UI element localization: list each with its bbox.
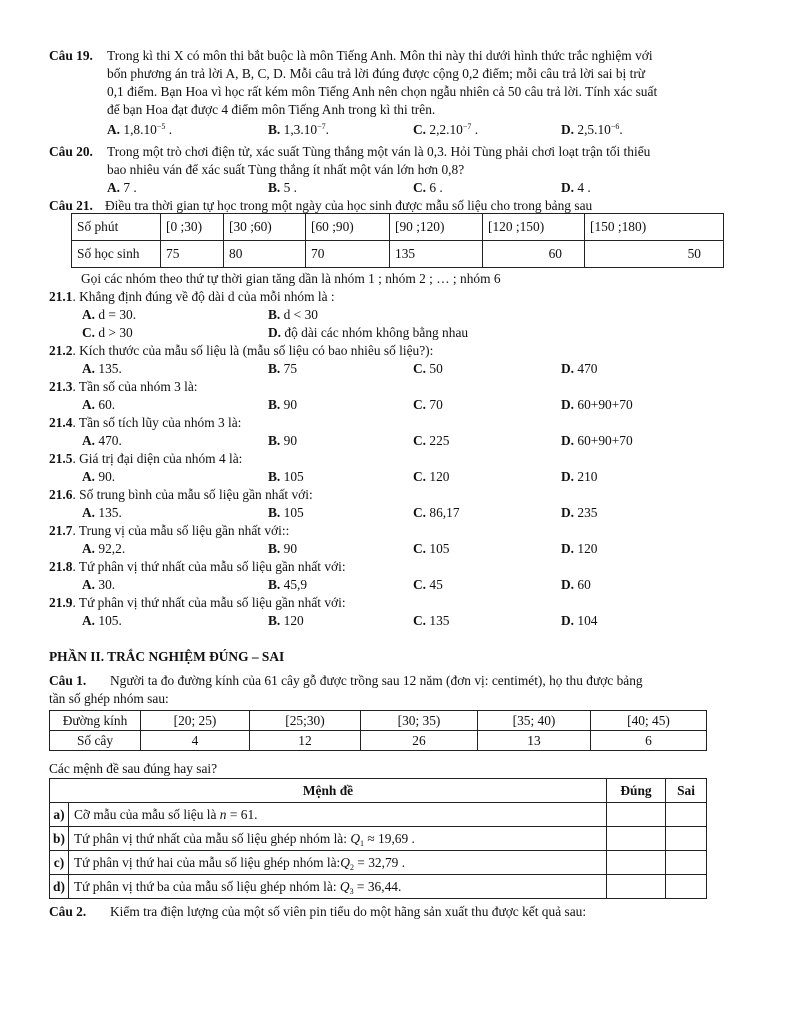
question-20-text-line: Trong một trò chơi điện tử, xác suất Tùng thắng một ván là 0,3. Hỏi Tùng phải chơi loạt trận tối thiểu <box>107 144 651 159</box>
question-20-option-a: A. 7 . <box>107 180 137 195</box>
subquestion-21-4: 21.4. Tần số tích lũy của nhóm 3 là: <box>49 415 242 430</box>
statement-header: Mệnh đề <box>50 779 607 803</box>
question-19-option-b: B. $1,3.10^{-7}$. <box>268 122 329 137</box>
table-cell: 80 <box>224 241 306 268</box>
option: B. 45,9 <box>268 577 308 592</box>
part2-question-1-label: Câu 1. <box>49 673 87 688</box>
option: D. độ dài các nhóm không bằng nhau <box>268 325 469 340</box>
option: A. 135. <box>82 505 122 520</box>
option: D. 120 <box>561 541 598 556</box>
table-cell: Số cây <box>50 731 141 751</box>
table-cell: Số phút <box>72 214 161 241</box>
question-21-text: Điều tra thời gian tự học trong một ngày của học sinh được mẫu số liệu cho trong bảng sau <box>105 198 593 213</box>
option: C. 225 <box>413 433 450 448</box>
option: D. 470 <box>561 361 598 376</box>
question-20-text-line: bao nhiêu ván để xác suất Tùng thắng ít nhất một ván lớn hơn 0,8? <box>107 162 465 177</box>
question-20-option-b: B. 5 . <box>268 180 298 195</box>
option: B. 105 <box>268 469 304 484</box>
option: C. 50 <box>413 361 443 376</box>
option: C. 86,17 <box>413 505 460 520</box>
table-cell: [60 ;90) <box>306 214 390 241</box>
question-21-label: Câu 21. <box>49 198 93 213</box>
table-row <box>72 241 724 268</box>
question-19-text-line: bốn phương án trả lời A, B, C, D. Mỗi câu trả lời đúng được cộng 0,2 điểm; mỗi câu trả lời sai bị trừ <box>107 66 646 81</box>
item-letter: c) <box>50 851 69 875</box>
table-cell: [20; 25) <box>141 711 250 731</box>
true-false-table <box>49 778 707 899</box>
true-checkbox[interactable] <box>607 827 666 851</box>
question-19-text-line: 0,1 điểm. Bạn Hoa vì học rất kém môn Tiếng Anh nên chọn ngẫu nhiên cả 50 câu trả lời. Tính xác suất <box>107 84 658 99</box>
option: B. 105 <box>268 505 304 520</box>
option: A. 470. <box>82 433 122 448</box>
option: D. 210 <box>561 469 598 484</box>
option: B. 90 <box>268 541 298 556</box>
table-row <box>50 803 707 827</box>
option: D. 60 <box>561 577 591 592</box>
question-20-option-d: D. 4 . <box>561 180 591 195</box>
option: C. 120 <box>413 469 450 484</box>
true-false-prompt: Các mệnh đề sau đúng hay sai? <box>49 761 218 776</box>
table-cell: [35; 40) <box>478 711 591 731</box>
option: D. 104 <box>561 613 598 628</box>
table-row <box>50 851 707 875</box>
true-checkbox[interactable] <box>607 851 666 875</box>
subquestion-21-5: 21.5. Giá trị đại diện của nhóm 4 là: <box>49 451 243 466</box>
statement-text: Tứ phân vị thứ hai của mẫu số liệu ghép nhóm $là:Q_2 = 32,79$ . <box>69 851 607 875</box>
question-19-text-line: Trong kì thi X có môn thi bắt buộc là môn Tiếng Anh. Môn thi này thi dưới hình thức trắc nghiệm với <box>107 48 653 63</box>
item-letter: d) <box>50 875 69 899</box>
table-cell: 50 <box>585 241 724 268</box>
question-19-label: Câu 19. <box>49 48 93 63</box>
table-cell: 4 <box>141 731 250 751</box>
question-21-note: Gọi các nhóm theo thứ tự thời gian tăng dần là nhóm 1 ; nhóm 2 ; … ; nhóm 6 <box>81 271 501 286</box>
table-cell: [0 ;30) <box>161 214 224 241</box>
table-cell: 75 <box>161 241 224 268</box>
diameter-frequency-table <box>49 710 707 751</box>
table-header-row <box>50 779 707 803</box>
item-letter: a) <box>50 803 69 827</box>
option: B. 75 <box>268 361 298 376</box>
subquestion-21-1: 21.1. Khẳng định đúng về độ dài d của mỗi nhóm là : <box>49 289 335 304</box>
option: B. d < 30 <box>268 307 318 322</box>
statement-text: Tứ phân vị thứ ba của mẫu số liệu ghép nhóm là: $Q_3 = 36,44$. <box>69 875 607 899</box>
statement-text: Tứ phân vị thứ nhất của mẫu số liệu ghép nhóm là: $Q_1 \approx 19,69$ . <box>69 827 607 851</box>
option: C. 105 <box>413 541 450 556</box>
section-heading: PHẦN II. TRẮC NGHIỆM ĐÚNG – SAI <box>49 649 285 664</box>
question-19-option-a: A. $1,8.10^{-5}$ . <box>107 122 173 137</box>
item-letter: b) <box>50 827 69 851</box>
option: A. 92,2. <box>82 541 126 556</box>
option: A. 90. <box>82 469 116 484</box>
part2-question-2-label: Câu 2. <box>49 904 87 919</box>
table-row <box>50 827 707 851</box>
table-row <box>50 875 707 899</box>
question-20-label: Câu 20. <box>49 144 93 159</box>
option: A. 135. <box>82 361 122 376</box>
option: C. 70 <box>413 397 443 412</box>
true-header: Đúng <box>607 779 666 803</box>
table-cell: [150 ;180) <box>585 214 724 241</box>
part2-question-1-text: Người ta đo đường kính của 61 cây gỗ được trồng sau 12 năm (đơn vị: centimét), họ thu được bảng <box>110 673 643 688</box>
false-checkbox[interactable] <box>666 803 707 827</box>
false-header: Sai <box>666 779 707 803</box>
table-cell: Số học sinh <box>72 241 161 268</box>
table-cell: 12 <box>250 731 361 751</box>
subquestion-21-8: 21.8. Tứ phân vị thứ nhất của mẫu số liệu gần nhất với: <box>49 559 346 574</box>
question-19-text-line: để bạn Hoa đạt được 4 điểm môn Tiếng Anh trong kì thi trên. <box>107 102 436 117</box>
option: C. 135 <box>413 613 450 628</box>
option: C. d > 30 <box>82 325 133 340</box>
table-row <box>72 214 724 241</box>
option: A. 105. <box>82 613 122 628</box>
table-cell: [90 ;120) <box>390 214 483 241</box>
false-checkbox[interactable] <box>666 827 707 851</box>
option: D. 235 <box>561 505 598 520</box>
option: A. d = 30. <box>82 307 137 322</box>
part2-question-1-text: tần số ghép nhóm sau: <box>49 691 169 706</box>
table-cell: [25;30) <box>250 711 361 731</box>
option: A. 60. <box>82 397 116 412</box>
option: D. 60+90+70 <box>561 397 633 412</box>
option: B. 120 <box>268 613 304 628</box>
table-row <box>50 731 707 751</box>
option: A. 30. <box>82 577 116 592</box>
subquestion-21-3: 21.3. Tần số của nhóm 3 là: <box>49 379 198 394</box>
option: D. 60+90+70 <box>561 433 633 448</box>
table-cell: [120 ;150) <box>483 214 585 241</box>
question-19-option-c: C. $2,2.10^{-7}$ . <box>413 122 479 137</box>
table-cell: 26 <box>361 731 478 751</box>
table-cell: 135 <box>390 241 483 268</box>
table-cell: [30; 35) <box>361 711 478 731</box>
part2-question-2-text: Kiểm tra điện lượng của một số viên pin tiểu do một hãng sản xuất thu được kết quả sau: <box>110 904 587 919</box>
table-cell: [40; 45) <box>591 711 707 731</box>
table-cell: 60 <box>483 241 585 268</box>
subquestion-21-7: 21.7. Trung vị của mẫu số liệu gần nhất với:: <box>49 523 290 538</box>
false-checkbox[interactable] <box>666 851 707 875</box>
true-checkbox[interactable] <box>607 875 666 899</box>
table-cell: 70 <box>306 241 390 268</box>
table-cell: Đường kính <box>50 711 141 731</box>
false-checkbox[interactable] <box>666 875 707 899</box>
subquestion-21-9: 21.9. Tứ phân vị thứ nhất của mẫu số liệu gần nhất với: <box>49 595 346 610</box>
study-time-table <box>71 213 724 268</box>
table-row <box>50 711 707 731</box>
subquestion-21-6: 21.6. Số trung bình của mẫu số liệu gần nhất với: <box>49 487 313 502</box>
question-20-option-c: C. 6 . <box>413 180 443 195</box>
option: B. 90 <box>268 433 298 448</box>
table-cell: 13 <box>478 731 591 751</box>
option: B. 90 <box>268 397 298 412</box>
option: C. 45 <box>413 577 443 592</box>
true-checkbox[interactable] <box>607 803 666 827</box>
statement-text: Cỡ mẫu của mẫu số liệu là n = 61. <box>69 803 607 827</box>
subquestion-21-2: 21.2. Kích thước của mẫu số liệu là (mẫu số liệu có bao nhiêu số liệu?): <box>49 343 434 358</box>
table-cell: 6 <box>591 731 707 751</box>
table-cell: [30 ;60) <box>224 214 306 241</box>
question-19-option-d: D. $2,5.10^{-6}$. <box>561 122 623 137</box>
